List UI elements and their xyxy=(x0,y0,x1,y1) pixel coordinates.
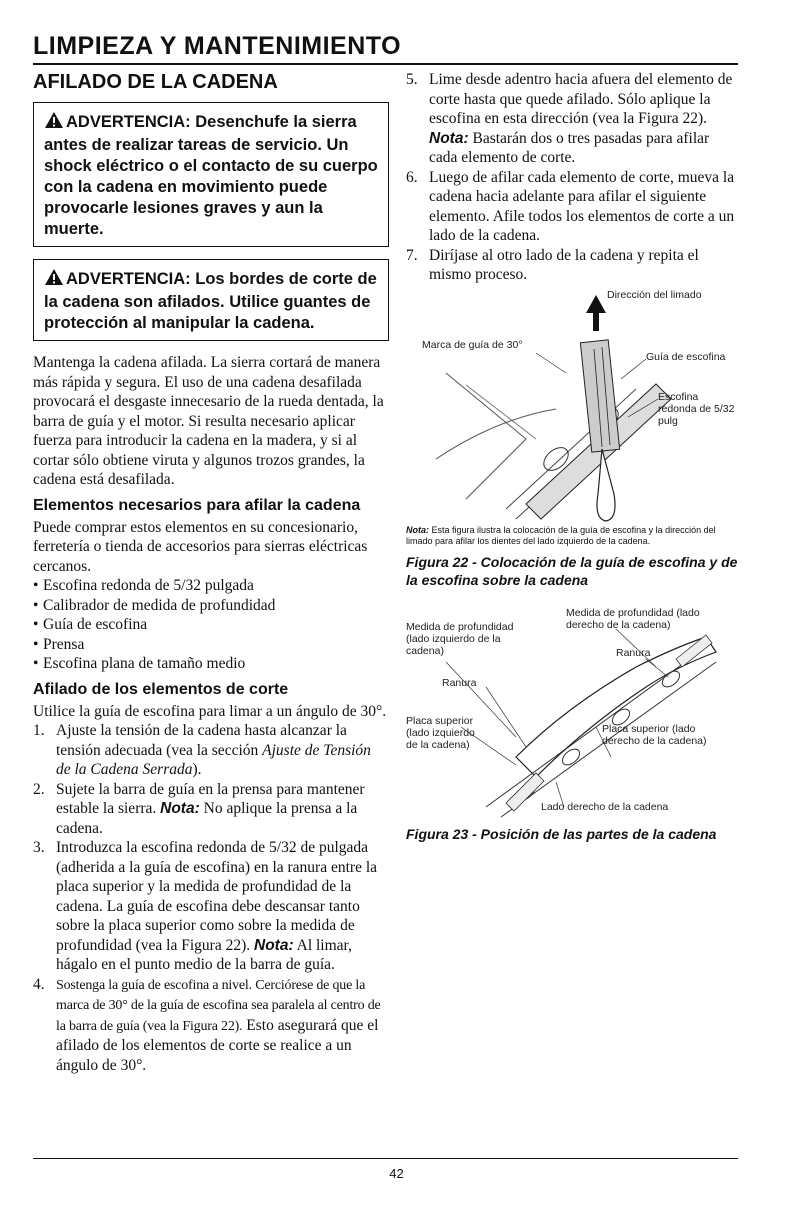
step-item: 4. Sostenga la guía de escofina a nivel. Cerciórese de que la marca de 30° de la guía de escofina sea paralela al centro de la barra de guía (vea la Figura 22). Esto asegurará que el afilado de los elementos de corte se realice a un ángulo de 30°. xyxy=(33,975,381,1074)
warning-text-unplug: ADVERTENCIA: Desenchufe la sierra antes de realizar tareas de servicio. Un shock eléctrico o el contacto de su cuerpo con la cadena en movimiento puede provocarle lesiones graves y aun la muerte. xyxy=(44,113,378,238)
label-filing-direction: Dirección del limado xyxy=(607,288,702,301)
step-item: 6. Luego de afilar cada elemento de corte, mueva la cadena hacia adelante para afilar el siguiente elemento. Afile todos los elementos de corte a un lado de la cadena. xyxy=(406,168,735,244)
list-item: • Guía de escofina xyxy=(33,615,389,635)
sharpen-intro-text: Utilice la guía de escofina para limar a un ángulo de 30°. xyxy=(33,702,387,720)
label-slot-right: Ranura xyxy=(616,646,651,659)
label-top-plate-right: Placa superior (lado derecho de la cadena) xyxy=(602,722,707,747)
warning-triangle-icon xyxy=(44,268,64,292)
figure-22 xyxy=(406,289,738,525)
label-round-file: Escofina redonda de 5/32 pulg xyxy=(658,390,735,427)
label-file-guide: Guía de escofina xyxy=(646,350,726,363)
step-item: 7. Diríjase al otro lado de la cadena y repita el mismo proceso. xyxy=(406,246,699,283)
needed-items-text: Puede comprar estos elementos en su concesionario, ferretería o tienda de accesorios para sierras eléctricas cercanos. xyxy=(33,518,368,575)
warning-triangle-icon xyxy=(44,111,64,135)
figure-23-caption: Figura 23 - Posición de las partes de la cadena xyxy=(406,825,717,842)
step-item: 2. Sujete la barra de guía en la prensa para mantener estable la sierra. Nota: No aplique la prensa a la cadena. xyxy=(33,780,365,837)
label-slot-left: Ranura xyxy=(442,676,477,689)
subheading-needed-items: Elementos necesarios para afilar la cadena xyxy=(33,496,361,514)
warning-box-unplug xyxy=(33,102,389,247)
intro-paragraph: Mantenga la cadena afilada. La sierra cortará de manera más rápida y segura. El uso de una cadena desafilada provocará el desgaste innecesario de la rueda dentada, la barra de guía y el motor. Si resulta necesario aplicar fuerza para introducir la cadena en la madera, y si al cortar sólo obtiene viruta y algunos trozos grandes, la cadena está desafilada. xyxy=(33,354,384,488)
warning-box-sharp-edges xyxy=(33,259,389,341)
step-item: 5. Lime desde adentro hacia afuera del elemento de corte hasta que quede afilado. Sólo aplique la escofina en esta dirección (vea la Figura 22). Nota: Bastarán dos o tres pasadas para afilar cada elemento de corte. xyxy=(406,71,733,166)
label-depth-gauge-right: Medida de profundidad (lado derecho de la cadena) xyxy=(566,606,700,631)
warning-text-sharp-edges: ADVERTENCIA: Los bordes de corte de la cadena son afilados. Utilice guantes de protección al manipular la cadena. xyxy=(44,270,377,332)
left-column xyxy=(33,70,389,1075)
list-item: • Escofina plana de tamaño medio xyxy=(33,654,389,674)
label-depth-gauge-left: Medida de profundidad (lado izquierdo de la cadena) xyxy=(406,620,514,657)
bottom-divider xyxy=(33,1158,738,1159)
right-column xyxy=(406,70,738,843)
label-right-side: Lado derecho de la cadena xyxy=(541,800,669,813)
section-heading-sharpening: AFILADO DE LA CADENA xyxy=(33,71,278,93)
figure-23 xyxy=(406,607,738,819)
steps-list-right xyxy=(406,70,738,285)
needed-items-list xyxy=(33,576,389,674)
list-item: • Calibrador de medida de profundidad xyxy=(33,596,389,616)
title-divider xyxy=(33,63,738,65)
figure-22-note: Nota: Esta figura ilustra la colocación de la guía de escofina y la dirección del limado para afilar los dientes del lado izquierdo de la cadena. xyxy=(406,524,716,546)
list-item: • Escofina redonda de 5/32 pulgada xyxy=(33,576,389,596)
list-item: • Prensa xyxy=(33,635,389,655)
figure-22-caption: Figura 22 - Colocación de la guía de escofina y de la escofina sobre la cadena xyxy=(406,553,738,588)
label-30-degree-mark: Marca de guía de 30° xyxy=(422,338,523,351)
subheading-sharpening-cutters: Afilado de los elementos de corte xyxy=(33,680,289,698)
label-top-plate-left: Placa superior (lado izquierdo de la cadena) xyxy=(406,714,475,751)
step-item: 3. Introduzca la escofina redonda de 5/32 de pulgada (adherida a la guía de escofina) en la ranura entre la placa superior y la medida de profundidad de la cadena. La guía de escofina debe descansar tanto sobre la placa superior como sobre la medida de profundidad (vea la Figura 22). Nota: Al limar, hágalo en el punto medio de la barra de guía. xyxy=(33,839,378,973)
steps-list-left xyxy=(33,721,389,1075)
step-item: 1. Ajuste la tensión de la cadena hasta alcanzar la tensión adecuada (vea la sección Ajuste de Tensión de la Cadena Serrada). xyxy=(33,722,371,778)
page-title: LIMPIEZA Y MANTENIMIENTO xyxy=(33,32,402,60)
page-number: 42 xyxy=(389,1166,404,1181)
